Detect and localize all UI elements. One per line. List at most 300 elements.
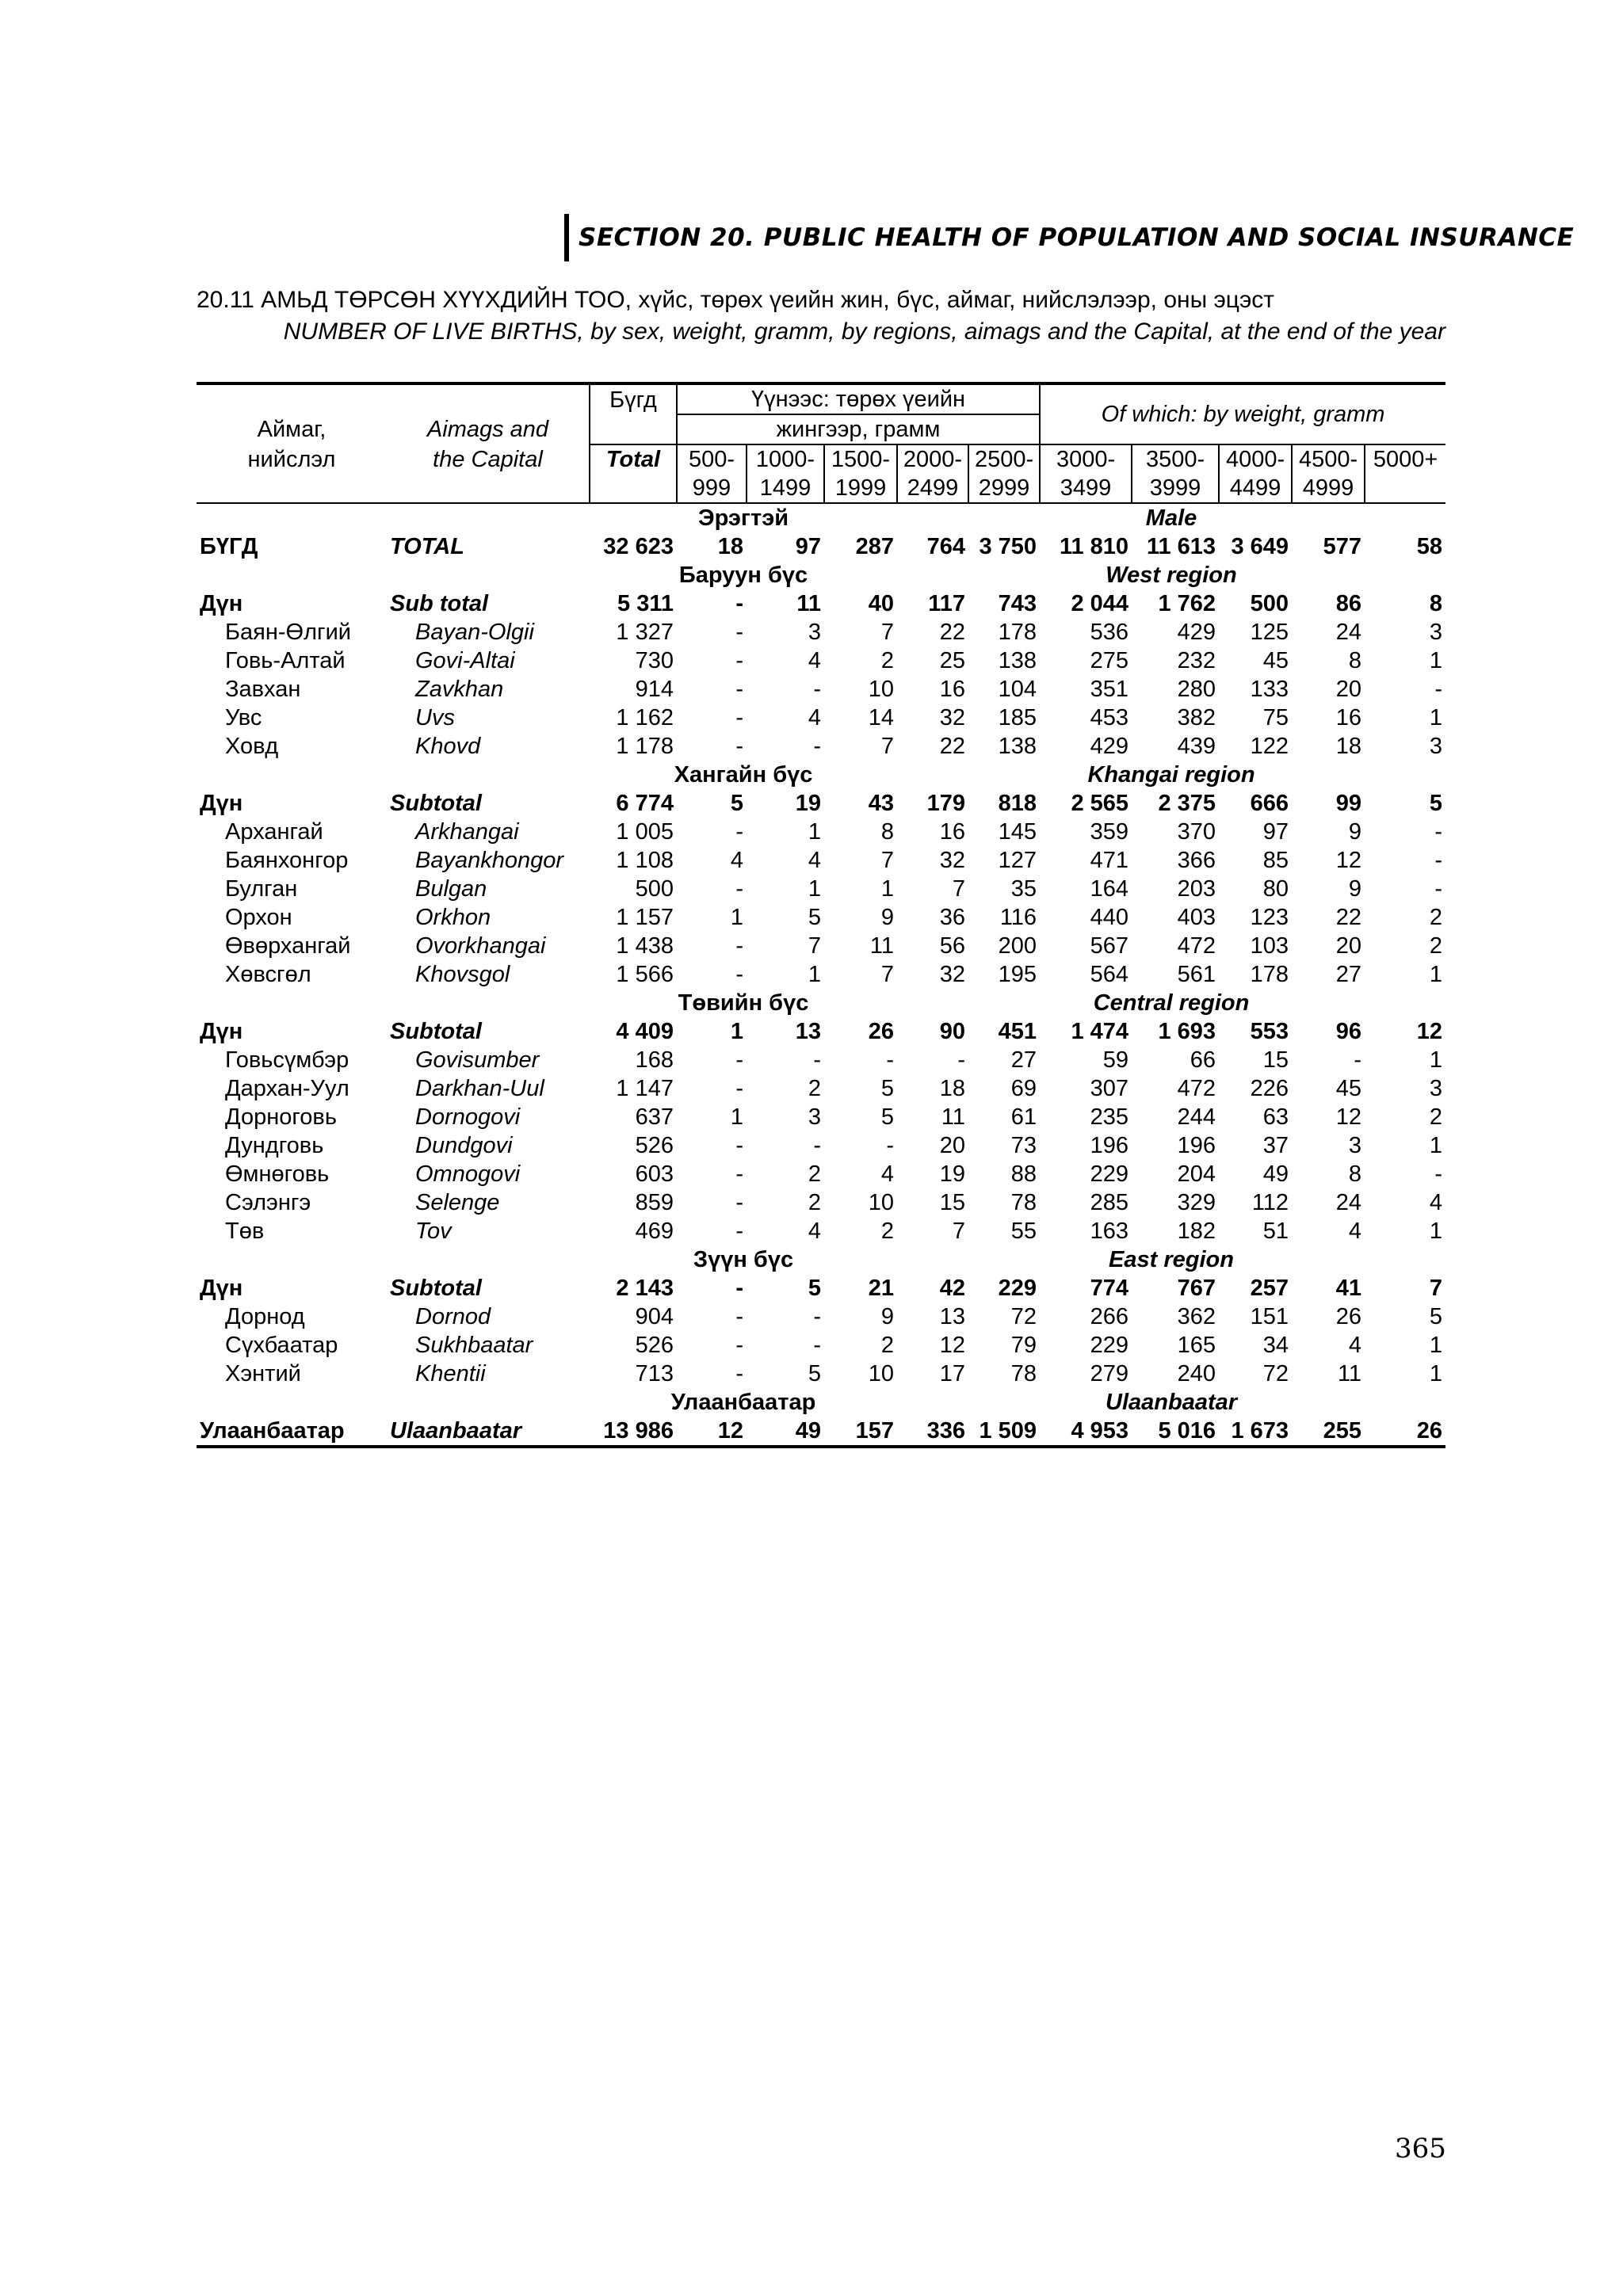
row-label-mn: Булган [225, 876, 298, 902]
value-cell: 526 [635, 1333, 674, 1358]
value-cell: 429 [1090, 734, 1129, 759]
region-label-row-mn: Улаанбаатар [670, 1390, 816, 1415]
value-cell: 244 [1177, 1104, 1216, 1130]
row-label-en: Bayan-Olgii [415, 620, 534, 645]
value-cell: 4 [880, 1161, 894, 1187]
value-cell: 15 [1262, 1047, 1289, 1073]
value-cell: 603 [635, 1161, 674, 1187]
spacer-cell [197, 503, 387, 532]
value-cell: 235 [1090, 1104, 1129, 1130]
value-cell: 32 [939, 848, 965, 873]
row-label-mn: Орхон [225, 905, 292, 930]
value-cell: 18 [717, 534, 743, 559]
value-cell: 11 613 [1146, 534, 1216, 559]
value-cell: 403 [1177, 905, 1216, 930]
value-cell: 767 [1177, 1276, 1216, 1301]
header-bin-end: 4999 [1292, 474, 1365, 503]
value-cell: 366 [1177, 848, 1216, 873]
value-cell: 9 [880, 1304, 894, 1329]
sex-label-row [197, 503, 1445, 532]
value-cell: 1 162 [616, 705, 674, 730]
value-cell: 125 [1250, 620, 1289, 645]
value-cell: 1 [730, 905, 743, 930]
row-label-en: Govisumber [415, 1047, 540, 1073]
row-label-en: Govi-Altai [415, 648, 515, 673]
row-label-en: Sukhbaatar [415, 1333, 533, 1358]
value-cell: 11 [941, 1104, 965, 1130]
value-cell: 41 [1335, 1276, 1362, 1301]
value-cell: 11 [796, 591, 821, 616]
value-cell: 13 [939, 1304, 965, 1329]
table-row [197, 704, 1445, 732]
value-cell: 226 [1250, 1076, 1289, 1101]
value-cell: 8 [1348, 648, 1362, 673]
value-cell: 151 [1250, 1304, 1289, 1329]
region-label-row [197, 561, 1445, 589]
row-label-mn: Төв [225, 1219, 265, 1244]
value-cell: 24 [1335, 620, 1362, 645]
row-label-en: Omnogovi [415, 1161, 521, 1187]
row-label-en: Arkhangai [415, 819, 519, 845]
value-cell: 88 [1010, 1161, 1037, 1187]
header-bin: 1000- [747, 444, 824, 474]
value-cell: 266 [1090, 1304, 1129, 1329]
value-cell: 229 [998, 1276, 1037, 1301]
row-label-mn: Баян-Өлгий [225, 620, 351, 645]
value-cell: 200 [998, 933, 1037, 959]
value-cell: 2 [808, 1161, 821, 1187]
table-row [197, 818, 1445, 846]
value-cell: 904 [635, 1304, 674, 1329]
row-label-en: Dornogovi [415, 1104, 521, 1130]
value-cell: 229 [1090, 1333, 1129, 1358]
header-bin: 2000- [897, 444, 968, 474]
header-bin-end: 1499 [747, 474, 824, 503]
value-cell: 103 [1250, 933, 1289, 959]
header-aimag-mn-2: нийслэл [247, 446, 336, 472]
row-label-en: Uvs [415, 705, 455, 730]
row-label-mn: Хэнтий [225, 1361, 301, 1386]
value-cell: 122 [1250, 734, 1289, 759]
value-cell: 1 [1429, 1333, 1443, 1358]
row-label-mn: Архангай [225, 819, 323, 845]
value-cell: 11 [1337, 1361, 1362, 1386]
value-cell: - [735, 591, 743, 616]
value-cell: 35 [1010, 876, 1037, 902]
table-row [197, 1217, 1445, 1245]
value-cell: 7 [808, 933, 821, 959]
value-cell: 285 [1090, 1190, 1129, 1215]
header-bin-end: 4499 [1219, 474, 1292, 503]
value-cell: 138 [998, 734, 1037, 759]
value-cell: 4 [1348, 1333, 1362, 1358]
value-cell: 5 [730, 791, 743, 816]
value-cell: 1 566 [616, 962, 674, 987]
value-cell: 164 [1090, 876, 1129, 902]
value-cell: 42 [939, 1276, 965, 1301]
value-cell: 104 [998, 677, 1037, 702]
region-label-row-en: East region [1109, 1247, 1234, 1272]
value-cell: 2 [808, 1076, 821, 1101]
row-label-en: Subtotal [390, 1276, 482, 1301]
table-row [197, 1360, 1445, 1388]
row-label-mn: БҮГД [200, 534, 258, 559]
region-label-row [197, 1245, 1445, 1274]
value-cell: 8 [880, 819, 894, 845]
value-cell: 5 [808, 1276, 821, 1301]
value-cell: 2 [808, 1190, 821, 1215]
value-cell: 18 [1335, 734, 1362, 759]
section-header [564, 214, 1575, 261]
row-label-mn: Говь-Алтай [225, 648, 346, 673]
value-cell: - [735, 933, 743, 959]
value-cell: 22 [939, 620, 965, 645]
subtotal-row [197, 1417, 1445, 1447]
row-label-en: Ovorkhangai [415, 933, 546, 959]
value-cell: 3 [1429, 1076, 1443, 1101]
table-row [197, 1331, 1445, 1360]
value-cell: 429 [1177, 620, 1216, 645]
value-cell: 32 [939, 705, 965, 730]
value-cell: 336 [897, 1417, 968, 1447]
row-label-en: Darkhan-Uul [415, 1076, 544, 1101]
subtotal-row [197, 589, 1445, 618]
value-cell: 55 [1010, 1219, 1037, 1244]
region-label-row-mn: Төвийн бүс [678, 990, 809, 1016]
value-cell: 4 [730, 848, 743, 873]
section-title: SECTION 20. PUBLIC HEALTH OF POPULATION AND SOCIAL INSURANCE [579, 223, 1575, 252]
header-bin: 1500- [824, 444, 897, 474]
value-cell: - [813, 1304, 821, 1329]
spacer-cell [197, 1245, 387, 1274]
value-cell: 157 [824, 1417, 897, 1447]
value-cell: 19 [795, 791, 821, 816]
total-row [197, 532, 1445, 561]
table-row [197, 1074, 1445, 1103]
value-cell: 3 [1348, 1133, 1362, 1158]
value-cell: 5 [880, 1104, 894, 1130]
page-number: 365 [1395, 2133, 1446, 2164]
value-cell: 1 [808, 876, 821, 902]
value-cell: 5 [808, 905, 821, 930]
value-cell: 18 [939, 1076, 965, 1101]
value-cell: - [813, 1047, 821, 1073]
value-cell: 133 [1250, 677, 1289, 702]
region-label-row-en: Central region [1093, 990, 1250, 1016]
value-cell: 1 693 [1158, 1019, 1216, 1044]
value-cell: 11 [869, 933, 894, 959]
value-cell: - [735, 1276, 743, 1301]
header-weight-en: Of which: by weight, gramm [1040, 383, 1445, 444]
sex-label-row-en: Male [1145, 505, 1197, 531]
value-cell: 1 [1429, 1219, 1443, 1244]
value-cell: 20 [1335, 677, 1362, 702]
value-cell: 4 953 [1040, 1417, 1132, 1447]
value-cell: 112 [1251, 1190, 1289, 1215]
value-cell: 1 005 [616, 819, 674, 845]
value-cell: - [735, 876, 743, 902]
value-cell: 307 [1090, 1076, 1129, 1101]
value-cell: 117 [928, 591, 965, 616]
value-cell: 20 [939, 1133, 965, 1158]
row-label-en: TOTAL [390, 534, 464, 559]
value-cell: 72 [1262, 1361, 1289, 1386]
value-cell: - [735, 677, 743, 702]
value-cell: 196 [1090, 1133, 1129, 1158]
spacer-cell [387, 761, 590, 789]
value-cell: 5 [1429, 1304, 1443, 1329]
table-header [197, 383, 1445, 503]
row-label-en: Subtotal [390, 1019, 482, 1044]
value-cell: 4 409 [616, 1019, 674, 1044]
value-cell: 1 [1429, 1047, 1443, 1073]
value-cell: 16 [1335, 705, 1362, 730]
value-cell: 10 [868, 1190, 894, 1215]
value-cell: 359 [1090, 819, 1129, 845]
region-label-row-en: West region [1106, 563, 1237, 588]
value-cell: 637 [635, 1104, 674, 1130]
value-cell: 382 [1177, 705, 1216, 730]
value-cell: 2 [880, 1219, 894, 1244]
value-cell: 7 [952, 1219, 965, 1244]
value-cell: 1 [1429, 962, 1443, 987]
value-cell: 3 649 [1231, 534, 1289, 559]
value-cell: 536 [1090, 620, 1129, 645]
value-cell: 439 [1177, 734, 1216, 759]
table-row [197, 903, 1445, 932]
value-cell: 26 [1365, 1417, 1445, 1447]
row-label-mn: Улаанбаатар [197, 1417, 387, 1447]
value-cell: 4 [808, 705, 821, 730]
row-label-mn: Дорноговь [225, 1104, 337, 1130]
value-cell: 229 [1090, 1161, 1129, 1187]
row-label-mn: Завхан [225, 677, 301, 702]
value-cell: 34 [1262, 1333, 1289, 1358]
value-cell: 49 [1262, 1161, 1289, 1187]
value-cell: - [886, 1047, 894, 1073]
value-cell: 72 [1010, 1304, 1037, 1329]
value-cell: 21 [868, 1276, 894, 1301]
value-cell: 116 [999, 905, 1037, 930]
value-cell: 1 509 [968, 1417, 1040, 1447]
value-cell: 32 623 [603, 534, 674, 559]
value-cell: 27 [1335, 962, 1362, 987]
table-title-mongolian: 20.11 АМЬД ТӨРСӨН ХҮҮХДИЙН ТОО, хүйс, төрөх үеийн жин, бүс, аймаг, нийслэлээр, оны эцэст [197, 287, 1275, 313]
value-cell: 69 [1010, 1076, 1037, 1101]
value-cell: 4 [1348, 1219, 1362, 1244]
value-cell: 469 [635, 1219, 674, 1244]
value-cell: 138 [998, 648, 1037, 673]
value-cell: - [735, 1076, 743, 1101]
value-cell: 4 [808, 648, 821, 673]
table-row [197, 846, 1445, 875]
header-aimag-en-2: the Capital [433, 446, 543, 472]
value-cell: 451 [998, 1019, 1037, 1044]
value-cell: 9 [880, 905, 894, 930]
value-cell: 73 [1010, 1133, 1037, 1158]
value-cell: 4 [808, 1219, 821, 1244]
value-cell: 86 [1335, 591, 1362, 616]
value-cell: 859 [635, 1190, 674, 1215]
value-cell: 500 [635, 876, 674, 902]
value-cell: - [1354, 1047, 1362, 1073]
header-total-en: Total [590, 444, 677, 474]
row-label-mn: Хөвсгөл [225, 962, 311, 987]
value-cell: 9 [1348, 876, 1362, 902]
value-cell: 362 [1177, 1304, 1216, 1329]
row-label-mn: Дундговь [225, 1133, 324, 1158]
table-row [197, 1046, 1445, 1074]
row-label-en: Bulgan [415, 876, 487, 902]
value-cell: - [813, 1133, 821, 1158]
header-bin-end: 3499 [1040, 474, 1132, 503]
region-label-row [197, 989, 1445, 1017]
value-cell: 5 [880, 1076, 894, 1101]
value-cell: 22 [939, 734, 965, 759]
region-label-row-en: Ulaanbaatar [1106, 1390, 1238, 1415]
value-cell: 75 [1262, 705, 1289, 730]
value-cell: 2 [880, 648, 894, 673]
value-cell: 3 [808, 1104, 821, 1130]
value-cell: 49 [747, 1417, 824, 1447]
header-weight-mn-line2: жингээр, грамм [677, 414, 1040, 444]
table-row [197, 875, 1445, 903]
header-bin: 2500- [968, 444, 1040, 474]
value-cell: - [735, 1047, 743, 1073]
value-cell: 1 474 [1071, 1019, 1129, 1044]
row-label-mn: Говьсүмбэр [225, 1047, 349, 1073]
value-cell: 12 [677, 1417, 747, 1447]
value-cell: 914 [635, 677, 674, 702]
value-cell: 1 673 [1219, 1417, 1292, 1447]
header-bin-end: 999 [677, 474, 747, 503]
value-cell: 16 [939, 819, 965, 845]
value-cell: 526 [635, 1133, 674, 1158]
value-cell: 58 [1416, 534, 1443, 559]
header-aimag-mn-1: Аймаг, [257, 417, 327, 442]
value-cell: 255 [1292, 1417, 1365, 1447]
row-label-mn: Баянхонгор [225, 848, 349, 873]
value-cell: - [735, 1361, 743, 1386]
value-cell: 279 [1090, 1361, 1129, 1386]
value-cell: 79 [1010, 1333, 1037, 1358]
value-cell: 1 [1429, 1361, 1443, 1386]
value-cell: 145 [998, 819, 1037, 845]
row-label-en: Dundgovi [415, 1133, 513, 1158]
value-cell: - [1434, 819, 1443, 845]
value-cell: 165 [1177, 1333, 1216, 1358]
value-cell: 1 762 [1158, 591, 1216, 616]
value-cell: 22 [1335, 905, 1362, 930]
value-cell: 240 [1177, 1361, 1216, 1386]
header-bin-end: 2499 [897, 474, 968, 503]
value-cell: - [1434, 1161, 1443, 1187]
table-row [197, 960, 1445, 989]
row-label-mn: Дүн [200, 1019, 243, 1044]
value-cell: 204 [1177, 1161, 1216, 1187]
value-cell: - [735, 1333, 743, 1358]
row-label-en: Zavkhan [415, 677, 504, 702]
value-cell: 168 [635, 1047, 674, 1073]
value-cell: 287 [855, 534, 894, 559]
value-cell: 85 [1262, 848, 1289, 873]
value-cell: 500 [1250, 591, 1289, 616]
header-bin: 5000+ [1365, 444, 1445, 474]
value-cell: 280 [1177, 677, 1216, 702]
value-cell: - [735, 1133, 743, 1158]
row-label-en: Khentii [415, 1361, 486, 1386]
value-cell: 78 [1010, 1361, 1037, 1386]
value-cell: 1 [1429, 1133, 1443, 1158]
value-cell: 553 [1250, 1019, 1289, 1044]
value-cell: - [886, 1133, 894, 1158]
value-cell: 127 [998, 848, 1037, 873]
row-label-mn: Ховд [225, 734, 279, 759]
value-cell: 61 [1010, 1104, 1037, 1130]
table-row [197, 932, 1445, 960]
value-cell: 12 [939, 1333, 965, 1358]
value-cell: - [735, 1190, 743, 1215]
value-cell: 1 [880, 876, 894, 902]
region-label-row [197, 761, 1445, 789]
header-bin: 500- [677, 444, 747, 474]
value-cell: 179 [926, 791, 965, 816]
region-label-row-mn: Хангайн бүс [674, 762, 813, 788]
value-cell: 2 [1429, 933, 1443, 959]
header-bin: 3500- [1132, 444, 1219, 474]
value-cell: 2 375 [1158, 791, 1216, 816]
table-row [197, 1131, 1445, 1160]
value-cell: 713 [635, 1361, 674, 1386]
row-label-mn: Дүн [200, 791, 243, 816]
value-cell: 97 [1262, 819, 1289, 845]
value-cell: 1 438 [616, 933, 674, 959]
row-label-en: Ulaanbaatar [387, 1417, 590, 1447]
row-label-mn: Дархан-Уул [225, 1076, 349, 1101]
value-cell: 26 [868, 1019, 894, 1044]
header-bin-end: 1999 [824, 474, 897, 503]
value-cell: 730 [635, 648, 674, 673]
value-cell: 8 [1348, 1161, 1362, 1187]
table-row [197, 1188, 1445, 1217]
subtotal-row [197, 789, 1445, 818]
header-bin: 4000- [1219, 444, 1292, 474]
row-label-mn: Дүн [200, 1276, 243, 1301]
value-cell: 2 044 [1071, 591, 1129, 616]
value-cell: 66 [1190, 1047, 1216, 1073]
value-cell: 3 [1429, 734, 1443, 759]
row-label-mn: Сүхбаатар [225, 1333, 338, 1358]
value-cell: 1 [808, 962, 821, 987]
value-cell: 15 [939, 1190, 965, 1215]
value-cell: 1 [1429, 648, 1443, 673]
value-cell: 7 [880, 620, 894, 645]
value-cell: 51 [1262, 1219, 1289, 1244]
value-cell: 564 [1090, 962, 1129, 987]
value-cell: 561 [1177, 962, 1216, 987]
value-cell: 24 [1335, 1190, 1362, 1215]
value-cell: 178 [998, 620, 1037, 645]
value-cell: 185 [998, 705, 1037, 730]
value-cell: 370 [1177, 819, 1216, 845]
value-cell: 1 [730, 1104, 743, 1130]
value-cell: 743 [998, 591, 1037, 616]
row-label-en: Dornod [415, 1304, 491, 1329]
spacer-cell [387, 503, 590, 532]
value-cell: 567 [1090, 933, 1129, 959]
value-cell: 7 [1429, 1276, 1443, 1301]
spacer-cell [197, 561, 387, 589]
